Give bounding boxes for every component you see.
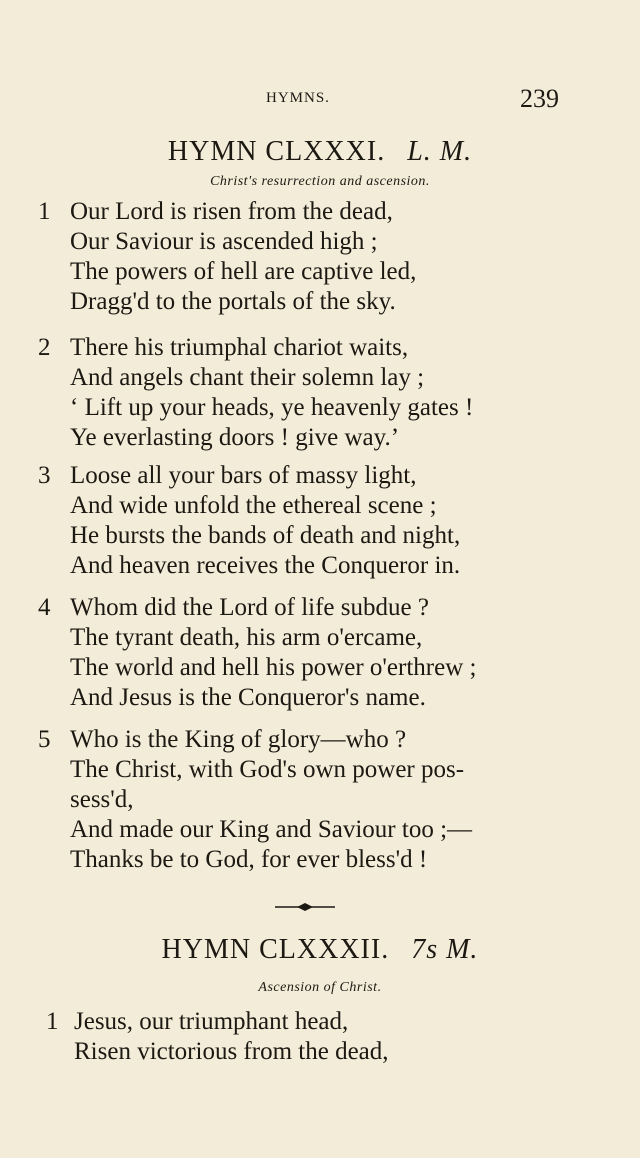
hymn-title bbox=[0, 136, 640, 168]
verse-line: There his triumphal chariot waits, bbox=[70, 334, 409, 361]
verse-line: And heaven receives the Conqueror in. bbox=[70, 552, 461, 579]
hymn-meter: L. M. bbox=[407, 136, 473, 167]
verse-number: 4 bbox=[38, 594, 51, 621]
verse-line: Who is the King of glory—who ? bbox=[70, 726, 407, 753]
verse-line: He bursts the bands of death and night, bbox=[70, 522, 461, 549]
verse-line: The tyrant death, his arm o'ercame, bbox=[70, 624, 423, 651]
hymn-title-text: HYMN CLXXXI. bbox=[167, 136, 386, 167]
verse-number: 3 bbox=[38, 462, 51, 489]
verse-number: 1 bbox=[46, 1008, 59, 1035]
verse-line: Our Saviour is ascended high ; bbox=[70, 228, 378, 255]
verse-line: And made our King and Saviour too ;— bbox=[70, 816, 473, 843]
verse-line: And angels chant their solemn lay ; bbox=[70, 364, 425, 391]
hymn-subtitle: Christ's resurrection and ascension. bbox=[210, 174, 430, 189]
hymn-meter: 7s M. bbox=[411, 934, 479, 965]
verse-number: 1 bbox=[38, 198, 51, 225]
verse-line: ‘ Lift up your heads, ye heavenly gates ! bbox=[70, 394, 474, 421]
verse-line: Loose all your bars of massy light, bbox=[70, 462, 417, 489]
verse-line: Dragg'd to the portals of the sky. bbox=[70, 288, 396, 315]
verse-line: Thanks be to God, for ever bless'd ! bbox=[70, 846, 428, 873]
hymn-title bbox=[0, 934, 640, 966]
verse-line: And wide unfold the ethereal scene ; bbox=[70, 492, 437, 519]
verse-line: Whom did the Lord of life subdue ? bbox=[70, 594, 429, 621]
verse-number: 5 bbox=[38, 726, 51, 753]
verse-line: sess'd, bbox=[70, 786, 134, 813]
verse-line: Risen victorious from the dead, bbox=[74, 1038, 389, 1065]
verse-line: The Christ, with God's own power pos- bbox=[70, 756, 465, 783]
running-head bbox=[0, 84, 640, 114]
verse-line: The powers of hell are captive led, bbox=[70, 258, 417, 285]
running-head-title: HYMNS. bbox=[266, 90, 330, 106]
hymn-subtitle: Ascension of Christ. bbox=[258, 980, 382, 995]
verse-line: Our Lord is risen from the dead, bbox=[70, 198, 393, 225]
hymn-title-text: HYMN CLXXXII. bbox=[161, 934, 390, 965]
section-divider-ornament bbox=[275, 900, 335, 914]
verse-line: The world and hell his power o'erthrew ; bbox=[70, 654, 477, 681]
verse-line: Ye everlasting doors ! give way.’ bbox=[70, 424, 400, 451]
page-number: 239 bbox=[520, 84, 559, 113]
verse-line: Jesus, our triumphant head, bbox=[74, 1008, 349, 1035]
verse-line: And Jesus is the Conqueror's name. bbox=[70, 684, 426, 711]
verse-number: 2 bbox=[38, 334, 51, 361]
